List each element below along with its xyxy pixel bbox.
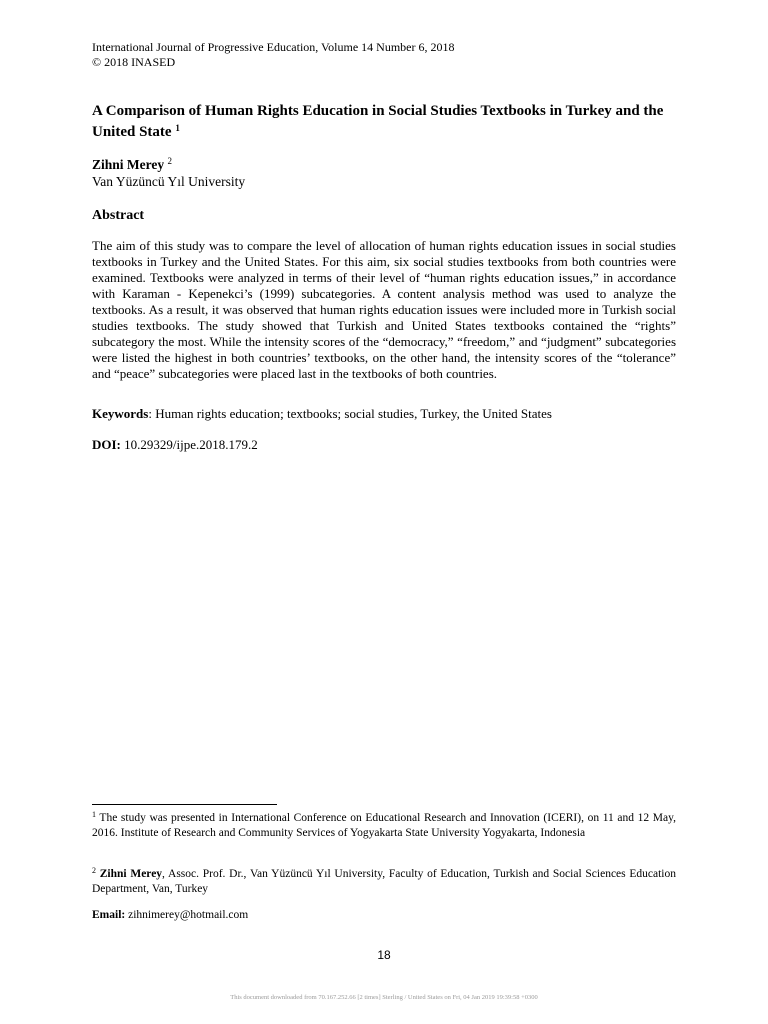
doi-value[interactable]: 10.29329/ijpe.2018.179.2: [120, 437, 258, 452]
keywords-label: Keywords: [92, 406, 149, 421]
email-label: Email:: [92, 909, 126, 921]
page-number: 18: [377, 948, 391, 962]
abstract-heading: Abstract: [92, 208, 145, 223]
author-footnote-mark: 2: [167, 156, 172, 166]
footnote-1-text: The study was presented in International Conference on Educational Research and Innovation (ICERI), on 11 and 12 May, 2016. Institute of Research and Community Services of Yogyakarta State University Yogyakarta, Indonesia: [92, 812, 676, 839]
download-watermark: This document downloaded from 70.167.252.66 [2 times] Sterling / United States on Fri, 04 Jan 2019 19:39:58 +0300: [230, 994, 538, 1001]
footnote-2: [92, 867, 676, 897]
keywords-text: : Human rights education; textbooks; social studies, Turkey, the United States: [148, 406, 552, 421]
article-title: [92, 101, 676, 143]
footnote-2-name: Zihni Merey: [96, 868, 163, 880]
footnote-1-mark: 1: [92, 810, 96, 819]
abstract-body: The aim of this study was to compare the level of allocation of human rights education issues in social studies textbooks in Turkey and the United States. For this aim, six social studies textbooks from both countries were examined. Textbooks were analyzed in terms of their level of “human rights education issues,” in accordance with Karaman - Kepenekci’s (1999) subcategories. A content analysis method was used to analyze the textbooks. As a result, it was observed that human rights education issues were included more in Turkish social studies textbooks. The study showed that Turkish and United States textbooks contained the “rights” subcategory the most. While the intensity scores of the “democracy,” “freedom,” and “judgment” subcategories were listed the highest in both countries’ textbooks, on the other hand, the intensity scores of the “tolerance” and “peace” subcategories were placed last in the textbooks of both countries.: [92, 238, 676, 381]
doi-label: DOI:: [92, 437, 121, 452]
journal-citation: International Journal of Progressive Education, Volume 14 Number 6, 2018: [92, 40, 455, 54]
footnote-email: [92, 908, 676, 923]
doi-line: [92, 436, 676, 453]
article-title-text: A Comparison of Human Rights Education in Social Studies Textbooks in Turkey and the United State: [92, 103, 664, 140]
author-affiliation: Van Yüzüncü Yıl University: [92, 174, 246, 189]
email-value[interactable]: zihnimerey@hotmail.com: [125, 909, 249, 921]
author-name: Zihni Merey: [92, 157, 165, 172]
author-block: [92, 156, 676, 190]
copyright-line: © 2018 INASED: [92, 55, 176, 69]
footnote-1: [92, 811, 676, 841]
footnote-2-mark: 2: [92, 866, 96, 875]
title-footnote-mark: 1: [175, 123, 180, 133]
footnote-divider: [92, 804, 277, 805]
footnote-2-text: , Assoc. Prof. Dr., Van Yüzüncü Yıl University, Faculty of Education, Turkish and Social Sciences Education Department, Van, Turkey: [92, 868, 676, 895]
keywords-line: [92, 405, 676, 422]
journal-header: [92, 40, 676, 70]
